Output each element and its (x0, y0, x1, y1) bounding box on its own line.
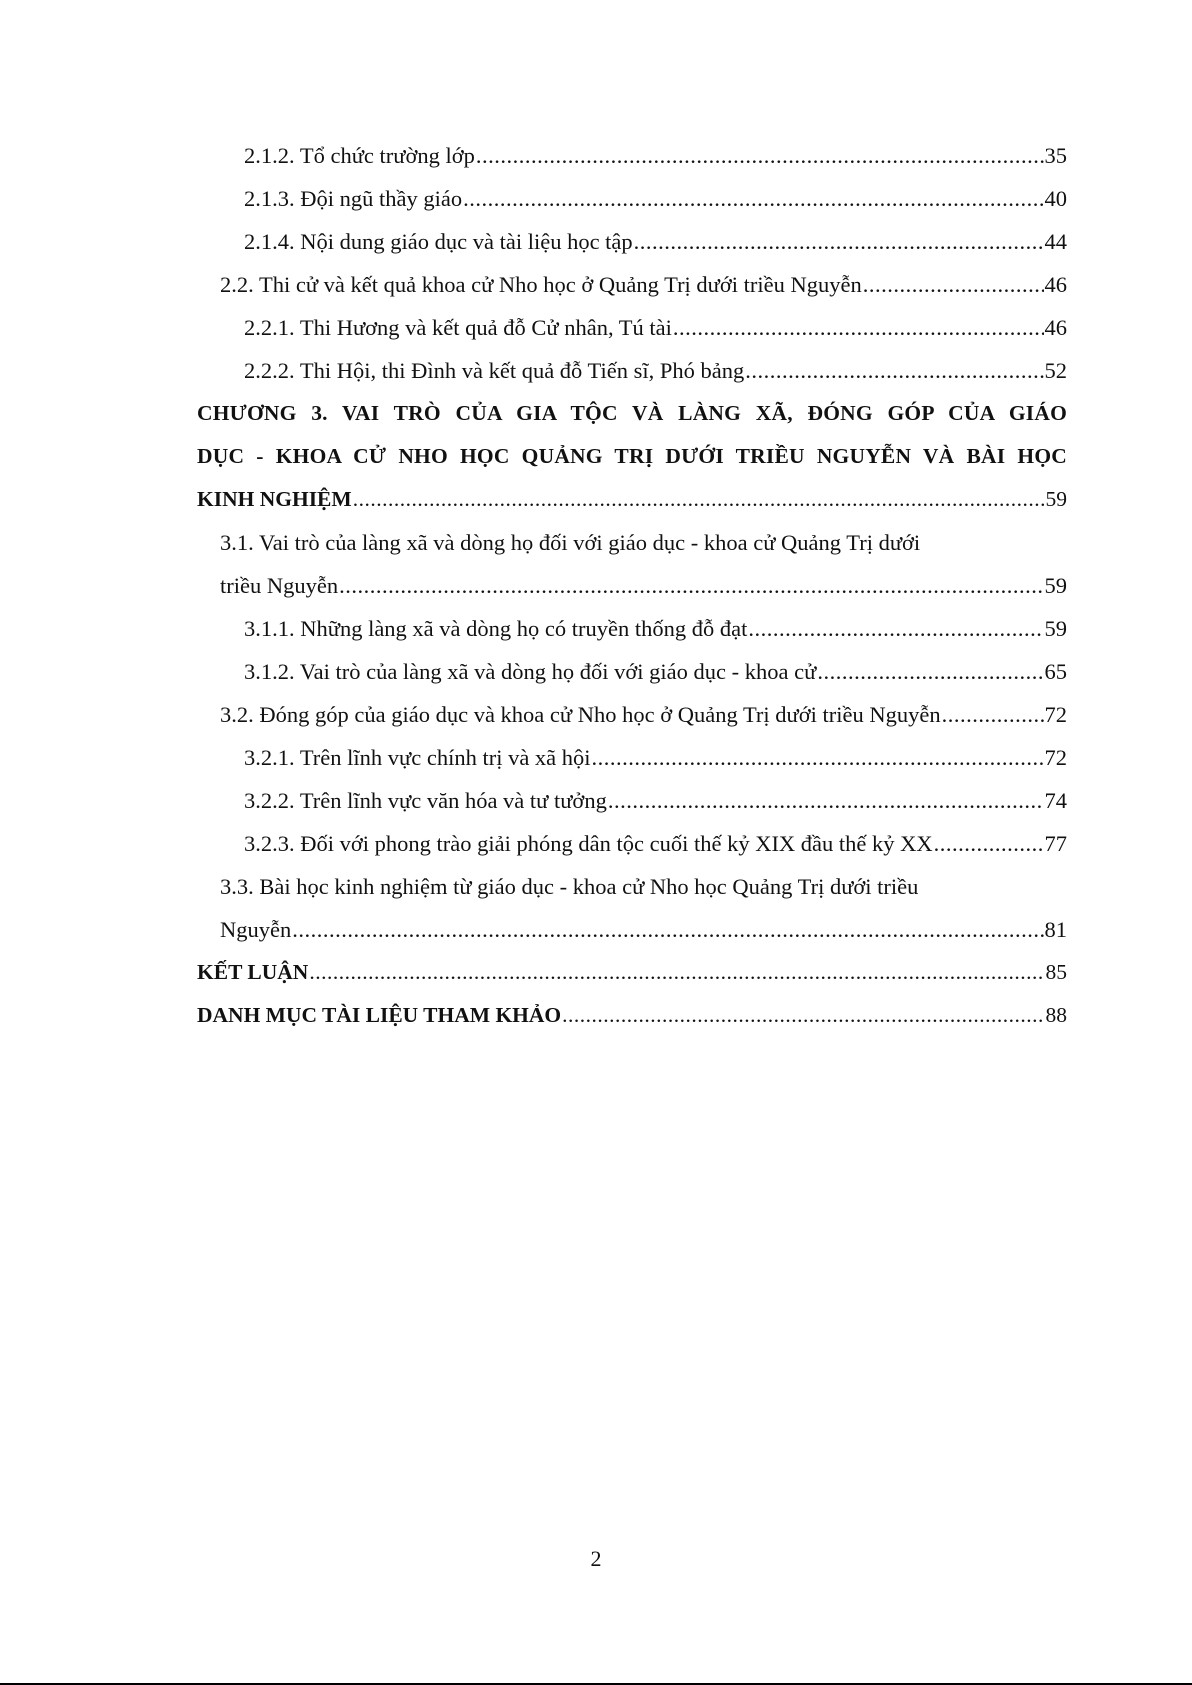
toc-entry-2-2 (197, 263, 1067, 306)
page-number: 2 (590, 1546, 602, 1571)
toc-entry-3-2-3 (197, 822, 1067, 865)
dot-leader (748, 607, 1043, 650)
toc-entry-3-1-2 (197, 650, 1067, 693)
toc-entry-title: 2.2.1. Thi Hương và kết quả đỗ Cử nhân, Tú tài (244, 315, 672, 340)
toc-entry-title: 2.1.3. Đội ngũ thầy giáo (244, 186, 463, 211)
toc-entry-2-1-3 (197, 177, 1067, 220)
dot-leader (942, 693, 1044, 736)
chapter-3-heading-line-2: DỤC - KHOA CỬ NHO HỌC QUẢNG TRỊ DƯỚI TRIỀU NGUYỄN VÀ BÀI HỌC (197, 444, 1067, 468)
dot-leader (745, 349, 1043, 392)
toc-page-number: 44 (1044, 229, 1067, 254)
toc-page-number: 65 (1044, 659, 1067, 684)
toc-page-number: 85 (1045, 960, 1067, 984)
dot-leader (634, 220, 1044, 263)
toc-page-number: 72 (1044, 745, 1067, 770)
toc-entry-2-1-2 (197, 134, 1067, 177)
dot-leader (673, 306, 1044, 349)
dot-leader (817, 650, 1043, 693)
toc-page-number: 52 (1044, 358, 1067, 383)
toc-page-number: 72 (1044, 702, 1067, 727)
toc-page-number: 77 (1044, 831, 1067, 856)
toc-entry-title: 2.1.2. Tổ chức trường lớp (244, 143, 475, 168)
toc-entry-title: 3.1.2. Vai trò của làng xã và dòng họ đối với giáo dục - khoa cử (244, 659, 817, 684)
dot-leader (562, 994, 1044, 1037)
chapter-3-heading-line-1: CHƯƠNG 3. VAI TRÒ CỦA GIA TỘC VÀ LÀNG XÃ, ĐÓNG GÓP CỦA GIÁO (197, 401, 1067, 425)
dot-leader (309, 951, 1044, 994)
dot-leader (463, 177, 1043, 220)
dot-leader (934, 822, 1044, 865)
toc-entry-2-1-4 (197, 220, 1067, 263)
toc-entry-3-1-line-1: 3.1. Vai trò của làng xã và dòng họ đối với giáo dục - khoa cử Quảng Trị dưới (220, 530, 921, 555)
toc-entry-3-1-line-2 (197, 564, 1067, 607)
dot-leader (608, 779, 1044, 822)
chapter-3-heading-line-3 (197, 478, 1067, 521)
toc-entry-2-2-2 (197, 349, 1067, 392)
toc-page-number: 46 (1044, 272, 1067, 297)
toc-entry-title: 2.2.2. Thi Hội, thi Đình và kết quả đỗ Tiến sĩ, Phó bảng (244, 358, 745, 383)
toc-entry-title: KINH NGHIỆM (197, 487, 352, 511)
toc-entry-conclusion (197, 951, 1067, 994)
toc-entry-3-1-1 (197, 607, 1067, 650)
dot-leader (592, 736, 1044, 779)
toc-entry-3-2 (197, 693, 1067, 736)
toc-entry-title: KẾT LUẬN (197, 960, 309, 984)
toc-entry-title: 2.1.4. Nội dung giáo dục và tài liệu học tập (244, 229, 633, 254)
toc-page-number: 74 (1044, 788, 1067, 813)
toc-entry-title: 3.2. Đóng góp của giáo dục và khoa cử Nho học ở Quảng Trị dưới triều Nguyễn (220, 702, 941, 727)
toc-page-number: 59 (1045, 487, 1067, 511)
toc-page-number: 40 (1044, 186, 1067, 211)
toc-entry-title: Nguyễn (220, 917, 292, 942)
toc-page-number: 81 (1044, 917, 1067, 942)
toc-entry-title: 3.2.2. Trên lĩnh vực văn hóa và tư tưởng (244, 788, 607, 813)
toc-entry-3-2-2 (197, 779, 1067, 822)
dot-leader (339, 564, 1043, 607)
toc-page-number: 46 (1044, 315, 1067, 340)
toc-entry-3-3-line-1: 3.3. Bài học kinh nghiệm từ giáo dục - khoa cử Nho học Quảng Trị dưới triều (220, 874, 919, 899)
toc-entry-title: 2.2. Thi cử và kết quả khoa cử Nho học ở Quảng Trị dưới triều Nguyễn (220, 272, 862, 297)
toc-entry-title: 3.2.3. Đối với phong trào giải phóng dân tộc cuối thế kỷ XIX đầu thế kỷ XX (244, 831, 933, 856)
toc-entry-references (197, 994, 1067, 1037)
dot-leader (863, 263, 1044, 306)
toc-entry-2-2-1 (197, 306, 1067, 349)
dot-leader (292, 908, 1043, 951)
toc-page-number: 35 (1044, 143, 1067, 168)
toc-page-number: 88 (1045, 1003, 1067, 1027)
toc-entry-title: 3.1.1. Những làng xã và dòng họ có truyền thống đỗ đạt (244, 616, 748, 641)
toc-entry-3-3-line-2 (197, 908, 1067, 951)
toc-entry-title: 3.2.1. Trên lĩnh vực chính trị và xã hội (244, 745, 591, 770)
toc-page-number: 59 (1044, 573, 1067, 598)
toc-entry-3-2-1 (197, 736, 1067, 779)
toc-page-number: 59 (1044, 616, 1067, 641)
dot-leader (476, 134, 1044, 177)
table-of-contents (197, 134, 1067, 1037)
toc-entry-title: DANH MỤC TÀI LIỆU THAM KHẢO (197, 1003, 562, 1027)
toc-entry-title: triều Nguyễn (220, 573, 339, 598)
dot-leader (353, 478, 1045, 521)
